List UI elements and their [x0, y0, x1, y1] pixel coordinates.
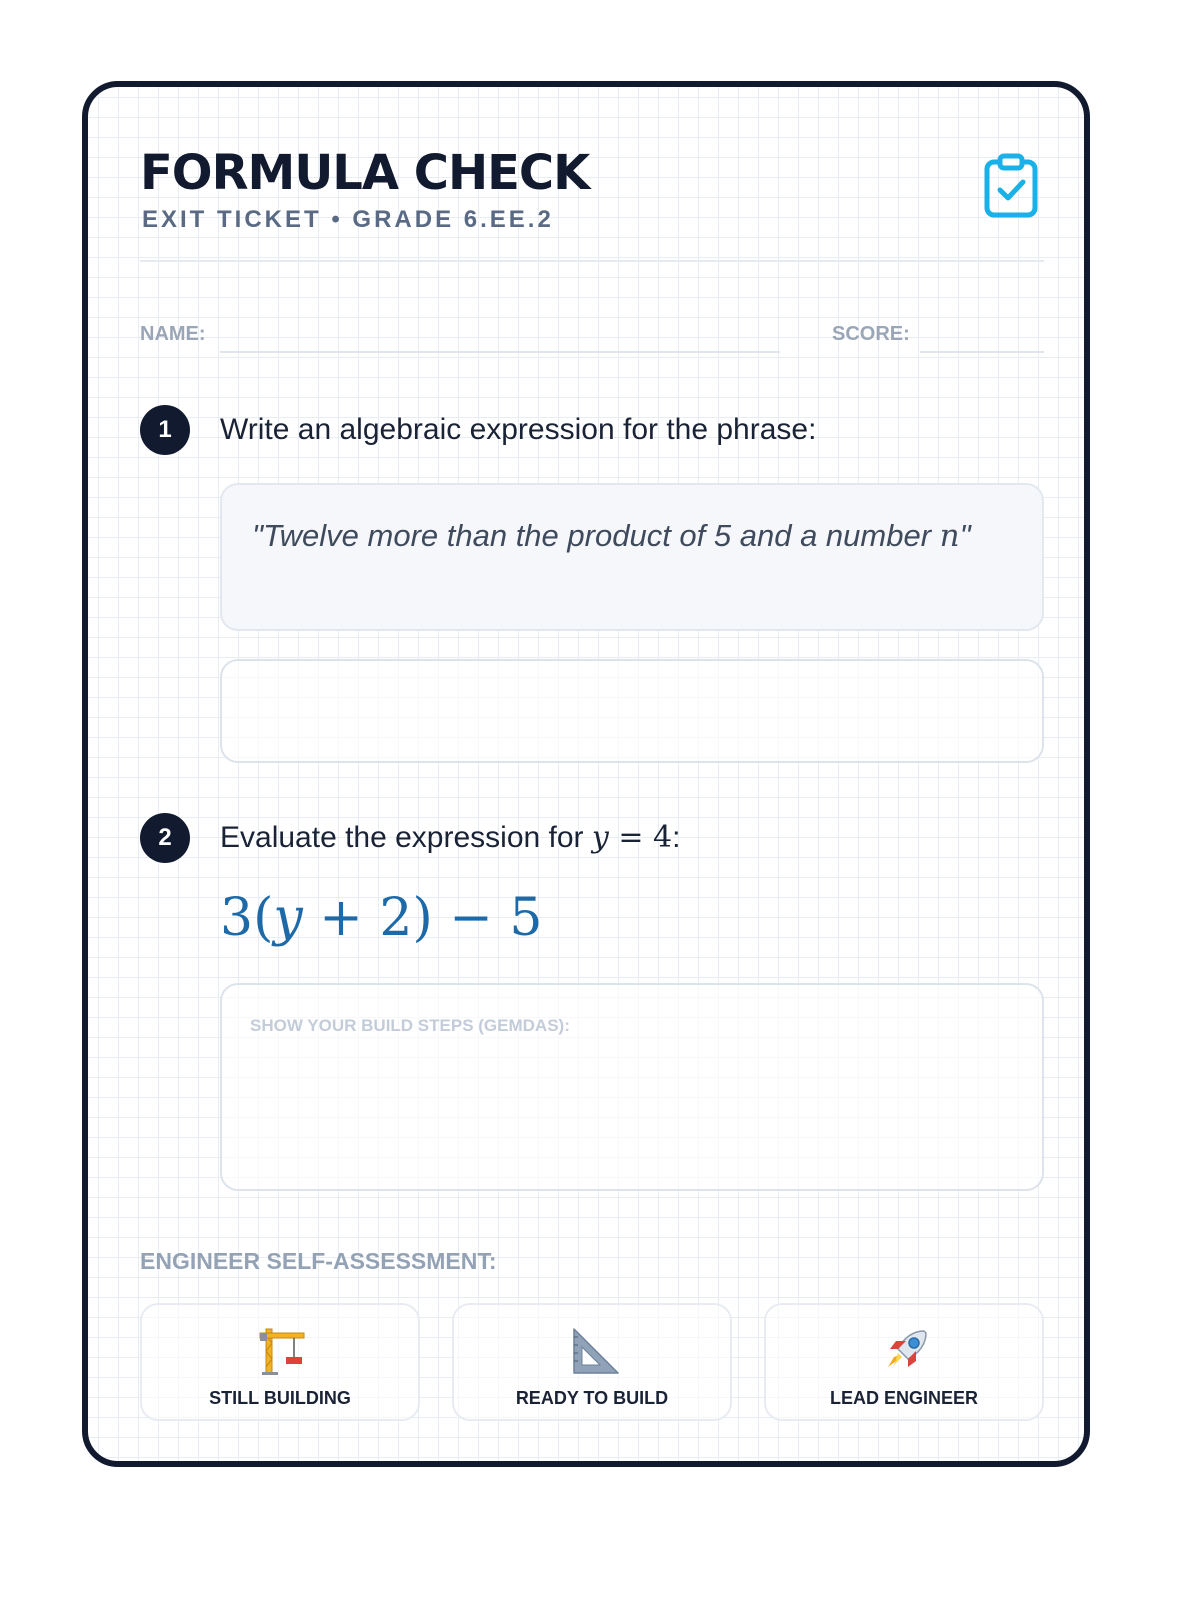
self-assessment-option-still-building[interactable] [140, 1303, 420, 1421]
set-square-icon [568, 1325, 620, 1377]
question-2-prompt [220, 820, 680, 856]
page-subtitle: EXIT TICKET • GRADE 6.EE.2 [142, 206, 554, 233]
still-building-label: STILL BUILDING [209, 1388, 351, 1408]
question-1-badge: 1 [140, 405, 190, 455]
phrase-variable: n [939, 518, 960, 554]
exit-ticket-card [82, 81, 1090, 1467]
question-2-expression [220, 885, 542, 951]
question-1-phrase [220, 483, 1044, 631]
name-label: NAME: [140, 323, 206, 345]
expression-post: + 2) − 5 [302, 888, 543, 948]
header-divider [140, 260, 1044, 262]
lead-engineer-label: LEAD ENGINEER [829, 1388, 979, 1408]
question-1-prompt: Write an algebraic expression for the phrase: [220, 413, 817, 446]
self-assessment-option-lead-engineer[interactable] [764, 1303, 1044, 1421]
phrase-end: " [959, 518, 971, 553]
question-1-answer-input[interactable] [220, 659, 1044, 763]
expression-variable: y [273, 888, 303, 948]
page-title: FORMULA CHECK [140, 145, 590, 201]
name-field[interactable] [220, 351, 780, 353]
self-assessment-label: ENGINEER SELF-ASSESSMENT: [140, 1248, 497, 1274]
clipboard-check-icon [983, 153, 1039, 219]
ready-to-build-label: READY TO BUILD [515, 1388, 669, 1408]
score-label: SCORE: [832, 323, 910, 345]
expression-pre: 3( [220, 888, 274, 948]
question-2-prompt-end: : [672, 821, 681, 854]
rocket-icon [880, 1325, 932, 1377]
question-2-prompt-math: y = 4 [591, 820, 673, 855]
self-assessment-option-ready-to-build[interactable] [452, 1303, 732, 1421]
question-2-steps-input[interactable] [220, 983, 1044, 1191]
phrase-text: "Twelve more than the product of 5 and a number [252, 518, 940, 553]
crane-icon [256, 1325, 308, 1377]
steps-placeholder: SHOW YOUR BUILD STEPS (GEMDAS): [250, 1016, 570, 1035]
question-2-prompt-text: Evaluate the expression for [220, 821, 592, 854]
score-field[interactable] [920, 351, 1044, 353]
question-2-badge: 2 [140, 813, 190, 863]
